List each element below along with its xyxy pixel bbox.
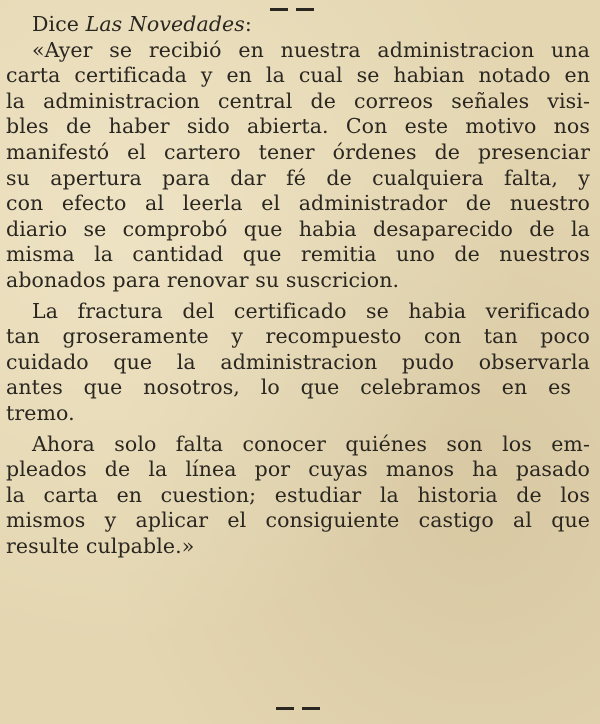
paragraph-line: Ahora solo falta conocer quiénes son los em- [32,431,590,456]
paragraph-line: cuidado que la administracion pudo observarla [6,349,590,374]
paragraph-line: La fractura del certificado se habia verificado [32,298,590,323]
paragraph-line: mismos y aplicar el consiguiente castigo al que [6,508,590,533]
paragraph-line: misma la cantidad que remitia uno de nuestros [6,242,590,267]
paragraph-line: «Ayer se recibió en nuestra administracion una [32,37,590,62]
paragraph-3 [6,432,590,560]
paragraph-line: con efecto al leerla el administrador de nuestro [6,191,590,216]
paragraph-line: manifestó el cartero tener órdenes de presenciar [6,139,590,164]
paragraph-last-line: abonados para renovar su suscricion. [6,267,400,292]
source-newspaper-name: Las Novedades [85,12,245,36]
paragraph-1 [6,38,590,294]
paragraph-line: carta certificada y en la cual se habian notado en [6,63,590,88]
intro-suffix: : [244,12,252,36]
paragraph-line: la carta en cuestion; estudiar la historia de los [6,482,590,507]
paragraph-line: tan groseramente y recompuesto con tan poco [6,324,590,349]
bottom-separator-dash [276,707,294,710]
top-separator-dash [296,8,314,11]
paragraph-line: antes que nosotros, lo que celebramos en es [6,375,571,400]
paragraph-line: su apertura para dar fé de cualquiera falta, y [6,165,590,190]
paragraph-line: diario se comprobó que habia desaparecido de la [6,216,590,241]
paragraph-line: bles de haber sido abierta. Con este motivo nos [6,114,590,139]
bottom-separator-dash [302,707,320,710]
paragraph-line: la administracion central de correos señales visi- [6,88,590,113]
paragraph-line: pleados de la línea por cuyas manos ha pasado [6,457,590,482]
paragraph-last-line: resulte culpable.» [6,533,195,558]
intro-prefix: Dice [32,12,86,36]
top-separator-dash [270,8,288,11]
article-body [6,12,590,559]
article-intro [6,12,590,38]
paragraph-last-line: tremo. [6,400,75,425]
paragraph-2 [6,299,590,427]
